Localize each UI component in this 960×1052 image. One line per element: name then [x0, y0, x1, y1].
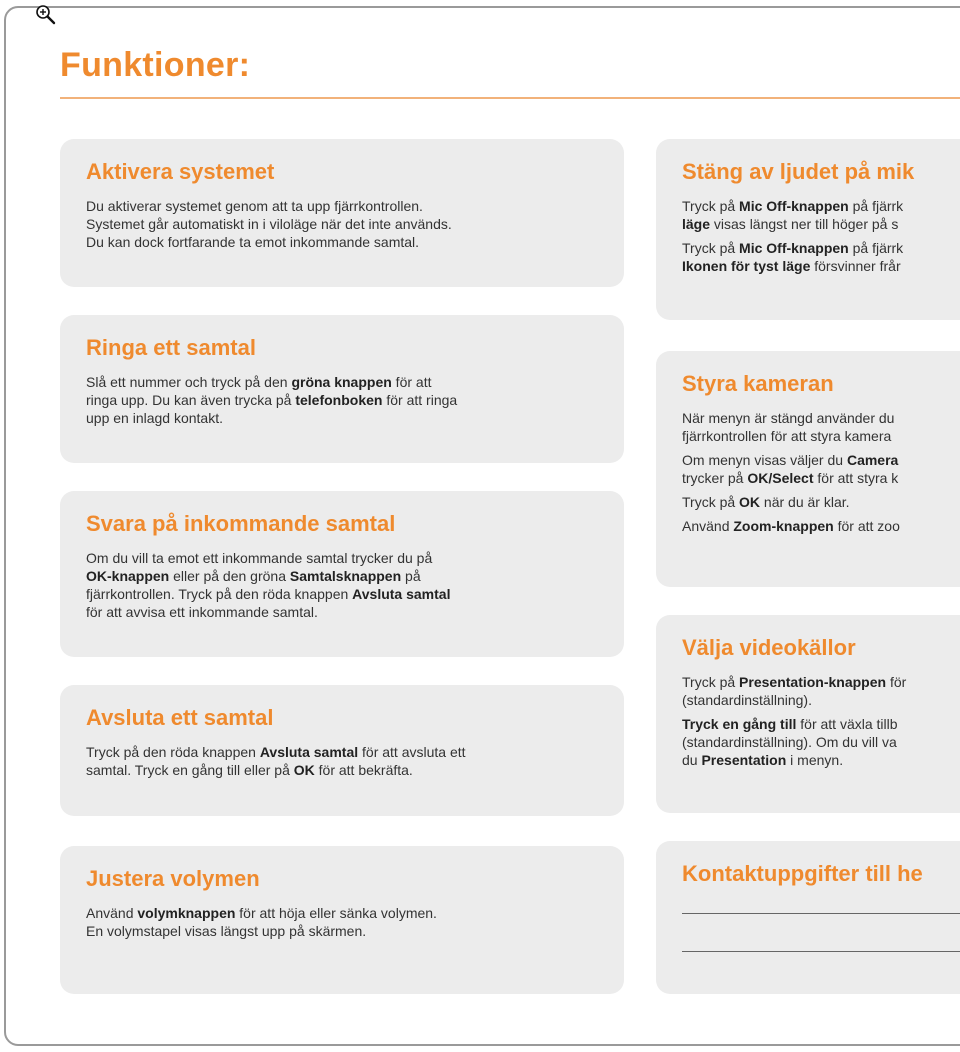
text-line — [86, 373, 598, 391]
text-run: Tryck på — [682, 198, 740, 214]
section-video — [656, 615, 960, 813]
section-volume — [60, 846, 624, 994]
text-line — [86, 585, 598, 603]
contact-write-line[interactable] — [682, 913, 960, 914]
text-line — [86, 743, 598, 761]
section-title: Styra kameran — [682, 371, 834, 396]
bold-term: OK-knappen — [86, 568, 170, 584]
section-title: Kontaktuppgifter till he — [682, 861, 923, 886]
section-answer — [60, 491, 624, 657]
text-run: fjärrkontrollen för att styra kamera — [682, 428, 892, 444]
text-line — [682, 215, 960, 233]
text-run: ringa upp. Du kan även trycka på — [86, 392, 296, 408]
section-paragraph — [86, 373, 598, 427]
text-line — [682, 257, 960, 275]
bold-term: Presentation — [701, 752, 787, 768]
text-line — [682, 673, 960, 691]
text-line — [682, 733, 960, 751]
text-run: visas längst ner till höger på s — [710, 216, 899, 232]
page-title: Funktioner: — [60, 46, 251, 84]
text-line — [86, 215, 598, 233]
text-line — [86, 567, 598, 585]
section-paragraph — [682, 673, 960, 709]
bold-term: telefonboken — [295, 392, 383, 408]
section-mute — [656, 139, 960, 320]
bold-term: gröna knappen — [291, 374, 392, 390]
bold-term: läge — [682, 216, 711, 232]
section-paragraph — [682, 493, 960, 511]
section-paragraph — [86, 197, 598, 251]
text-run: fjärrkontrollen. Tryck på den röda knappen — [86, 586, 353, 602]
section-hangup — [60, 685, 624, 816]
section-body — [86, 373, 598, 427]
text-run: Du aktiverar systemet genom att ta upp fjärrkontrollen. — [86, 198, 423, 214]
text-run: när du är klar. — [760, 494, 850, 510]
text-run: för att — [391, 374, 432, 390]
section-paragraph — [682, 451, 960, 487]
section-activate — [60, 139, 624, 287]
section-body — [682, 673, 960, 769]
section-body — [682, 409, 960, 535]
bold-term: Ikonen för tyst läge — [682, 258, 811, 274]
text-run: Tryck på den röda knappen — [86, 744, 260, 760]
section-title: Svara på inkommande samtal — [86, 511, 396, 536]
text-line — [682, 517, 960, 535]
section-title: Justera volymen — [86, 866, 260, 891]
text-run: på — [401, 568, 421, 584]
bold-term: volymknappen — [137, 905, 236, 921]
text-run: för att avvisa ett inkommande samtal. — [86, 604, 318, 620]
section-paragraph — [86, 743, 598, 779]
text-run: upp en inlagd kontakt. — [86, 410, 223, 426]
bold-term: Samtalsknappen — [289, 568, 402, 584]
text-line — [682, 715, 960, 733]
text-line — [86, 233, 598, 251]
text-run: för att styra k — [813, 470, 899, 486]
text-run: du — [682, 752, 702, 768]
section-paragraph — [682, 517, 960, 535]
text-run: i menyn. — [786, 752, 844, 768]
text-line — [682, 493, 960, 511]
text-run: Tryck på — [682, 240, 740, 256]
zoom-in-icon[interactable] — [35, 4, 57, 26]
text-run: Om du vill ta emot ett inkommande samtal trycker du på — [86, 550, 433, 566]
bold-term: Mic Off-knappen — [739, 240, 849, 256]
text-run: samtal. Tryck en gång till eller på — [86, 762, 294, 778]
text-run: (standardinställning). Om du vill va — [682, 734, 897, 750]
text-line — [86, 761, 598, 779]
text-line — [86, 603, 598, 621]
section-title: Stäng av ljudet på mik — [682, 159, 915, 184]
section-body — [86, 743, 598, 779]
text-run: En volymstapel visas längst upp på skärmen. — [86, 923, 367, 939]
text-line — [682, 197, 960, 215]
bold-term: Avsluta samtal — [259, 744, 359, 760]
text-line — [682, 239, 960, 257]
text-run: Tryck på — [682, 494, 740, 510]
bold-term: Zoom-knappen — [733, 518, 834, 534]
bold-term: Mic Off-knappen — [739, 198, 849, 214]
text-run: trycker på — [682, 470, 748, 486]
section-title: Aktivera systemet — [86, 159, 275, 184]
bold-term: Presentation-knappen — [739, 674, 887, 690]
section-body — [86, 549, 598, 621]
contact-write-line[interactable] — [682, 951, 960, 952]
text-line — [682, 451, 960, 469]
text-line — [86, 904, 598, 922]
text-run: för att avsluta ett — [358, 744, 466, 760]
bold-term: OK — [293, 762, 315, 778]
text-run: Tryck på — [682, 674, 740, 690]
section-title: Ringa ett samtal — [86, 335, 256, 360]
bold-term: Tryck en gång till — [682, 716, 797, 732]
text-run: för att zoo — [833, 518, 900, 534]
text-run: för att bekräfta. — [314, 762, 413, 778]
text-line — [86, 391, 598, 409]
section-paragraph — [682, 409, 960, 445]
text-line — [86, 549, 598, 567]
text-run: för att höja eller sänka volymen. — [235, 905, 437, 921]
bold-term: OK — [739, 494, 761, 510]
section-camera — [656, 351, 960, 587]
text-line — [682, 691, 960, 709]
text-run: Använd — [682, 518, 734, 534]
section-paragraph — [682, 239, 960, 275]
text-run: Du kan dock fortfarande ta emot inkommande samtal. — [86, 234, 420, 250]
right-column — [656, 0, 960, 1052]
section-call — [60, 315, 624, 463]
text-run: på fjärrk — [848, 198, 904, 214]
text-run: Använd — [86, 905, 138, 921]
text-line — [682, 427, 960, 445]
text-line — [682, 409, 960, 427]
text-run: för att växla tillb — [796, 716, 898, 732]
section-title: Avsluta ett samtal — [86, 705, 274, 730]
text-line — [682, 751, 960, 769]
bold-term: Avsluta samtal — [352, 586, 451, 602]
text-run: Om menyn visas väljer du — [682, 452, 847, 468]
section-body — [682, 197, 960, 275]
text-line — [86, 922, 598, 940]
spacer — [682, 899, 960, 913]
text-run: på fjärrk — [848, 240, 904, 256]
section-paragraph — [682, 197, 960, 233]
text-run: Slå ett nummer och tryck på den — [86, 374, 292, 390]
bold-term: OK/Select — [747, 470, 814, 486]
text-run: När menyn är stängd använder du — [682, 410, 895, 426]
text-line — [682, 469, 960, 487]
text-line — [86, 197, 598, 215]
text-run: (standardinställning). — [682, 692, 812, 708]
section-body — [86, 197, 598, 251]
text-run: för att ringa — [382, 392, 458, 408]
text-run: för — [886, 674, 907, 690]
section-contact — [656, 841, 960, 994]
section-body — [86, 904, 598, 940]
text-run: försvinner frår — [810, 258, 901, 274]
text-run: Systemet går automatiskt in i viloläge när det inte används. — [86, 216, 452, 232]
text-line — [86, 409, 598, 427]
bold-term: Camera — [846, 452, 899, 468]
section-title: Välja videokällor — [682, 635, 856, 660]
section-paragraph — [86, 904, 598, 940]
text-run: eller på den gröna — [169, 568, 290, 584]
section-paragraph — [86, 549, 598, 621]
section-paragraph — [682, 715, 960, 769]
